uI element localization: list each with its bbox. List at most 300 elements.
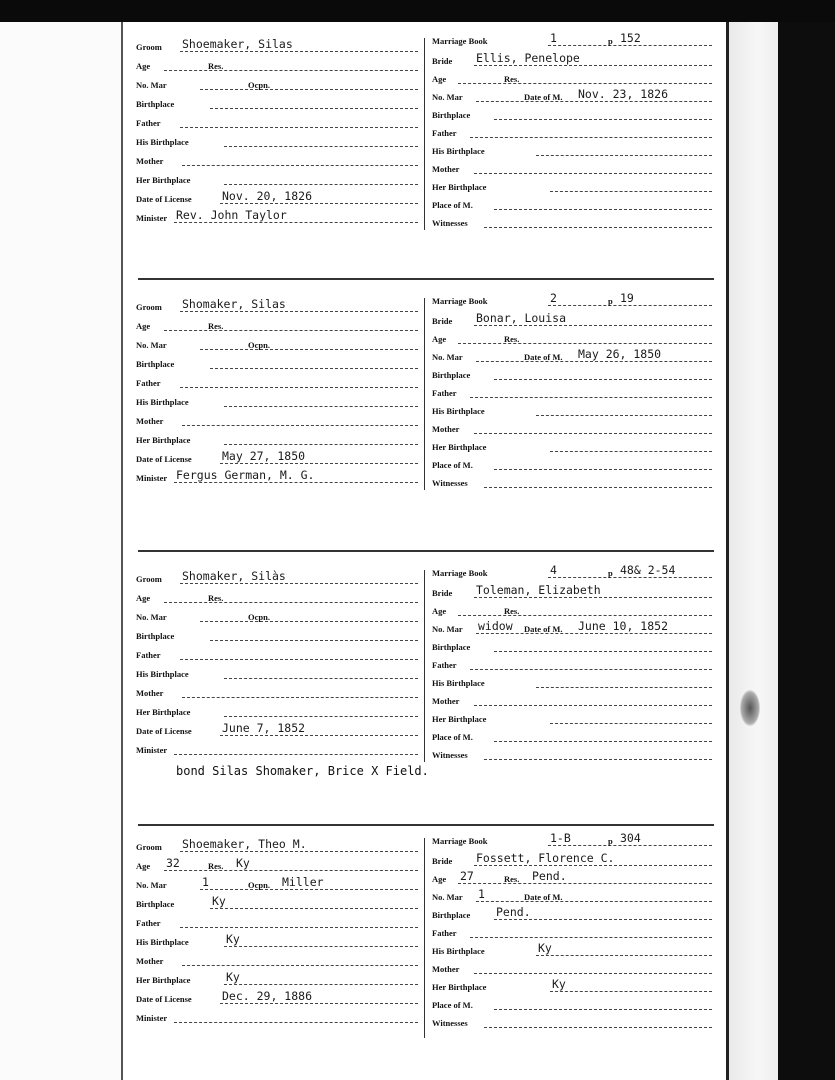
groom-field-line [180, 851, 418, 852]
witnesses-field [432, 1012, 712, 1030]
groom-res-label: Res. [208, 321, 224, 331]
bride-her-birthplace-field-value: Ky [552, 977, 566, 991]
bride-birthplace-field-label: Birthplace [432, 642, 471, 652]
bride-her-birthplace-field-label: Her Birthplace [432, 982, 487, 992]
bride-birthplace-field-label: Birthplace [432, 910, 471, 920]
groom-field-value: Shomaker, Silas [182, 297, 286, 311]
record-note: bond Silas Shomaker, Brice X Field. [176, 764, 429, 778]
groom-father-field-line [180, 659, 418, 660]
bride-no-mar-field-line [476, 633, 712, 634]
place-of-m-field-line [494, 209, 712, 210]
groom-ocpn-label: Ocpn. [248, 340, 270, 350]
date-of-license-field-label: Date of License [136, 454, 192, 464]
bride-birthplace-field-line [494, 651, 712, 652]
place-of-m-field-label: Place of M. [432, 200, 473, 210]
bride-mother-field-line [474, 973, 712, 974]
bride-field-value: Bonar, Louisa [476, 311, 567, 325]
marriage-book-field [432, 290, 712, 308]
groom-her-birthplace-field-value: Ky [226, 970, 240, 984]
groom-ocpn-value: Miller [282, 875, 324, 889]
groom-age-field [136, 315, 418, 333]
bride-mother-field [432, 690, 712, 708]
groom-age-field-line [164, 70, 418, 71]
groom-birthplace-field-value: Ky [212, 894, 226, 908]
marriage-book-field-value: 2 [550, 291, 557, 305]
groom-father-field [136, 372, 418, 390]
bride-age-field [432, 68, 712, 86]
bride-no-mar-field-line [476, 901, 712, 902]
minister-field [136, 1007, 418, 1025]
bride-mother-field-line [474, 705, 712, 706]
groom-her-birthplace-field [136, 701, 418, 719]
bride-res-label: Res. [504, 874, 520, 884]
page-ref-label: p [608, 568, 613, 578]
place-of-m-field-label: Place of M. [432, 460, 473, 470]
groom-no-mar-field-label: No. Mar [136, 80, 167, 90]
date-of-license-field [136, 720, 418, 738]
marriage-book-field [432, 830, 712, 848]
groom-her-birthplace-field-line [224, 984, 418, 985]
groom-her-birthplace-field-label: Her Birthplace [136, 435, 191, 445]
groom-his-birthplace-field-label: His Birthplace [136, 937, 189, 947]
witnesses-field-label: Witnesses [432, 1018, 468, 1028]
groom-field-line [180, 311, 418, 312]
witnesses-field [432, 212, 712, 230]
groom-age-field-label: Age [136, 61, 151, 71]
bride-father-field-line [470, 397, 712, 398]
groom-no-mar-field [136, 606, 418, 624]
witnesses-field [432, 744, 712, 762]
scan-left-margin [0, 22, 122, 1080]
bride-birthplace-field-line [494, 919, 712, 920]
bride-no-mar-field-value: widow [478, 619, 513, 633]
scan-top-border [0, 0, 835, 22]
groom-field-line [180, 583, 418, 584]
marriage-book-field-line [548, 845, 712, 846]
bride-field [432, 850, 712, 868]
groom-his-birthplace-field-line [224, 406, 418, 407]
page-left-edge [121, 22, 123, 1080]
date-of-m-label: Date of M. [524, 624, 563, 634]
groom-his-birthplace-field-label: His Birthplace [136, 669, 189, 679]
date-of-license-field-value: June 7, 1852 [222, 721, 306, 735]
groom-her-birthplace-field-label: Her Birthplace [136, 707, 191, 717]
bride-his-birthplace-field-line [536, 415, 712, 416]
bride-res-label: Res. [504, 74, 520, 84]
groom-res-label: Res. [208, 593, 224, 603]
bride-field [432, 310, 712, 328]
place-of-m-field-label: Place of M. [432, 732, 473, 742]
place-of-m-field-label: Place of M. [432, 1000, 473, 1010]
page-ref-value: 19 [620, 291, 634, 305]
date-of-license-field-label: Date of License [136, 726, 192, 736]
groom-field-value: Shoemaker, Silas [182, 37, 293, 51]
date-of-license-field-line [220, 203, 418, 204]
bride-field [432, 582, 712, 600]
groom-birthplace-field-label: Birthplace [136, 99, 175, 109]
groom-mother-field-line [182, 965, 418, 966]
groom-her-birthplace-field-label: Her Birthplace [136, 175, 191, 185]
bride-his-birthplace-field-value: Ky [538, 941, 552, 955]
groom-mother-field-line [182, 425, 418, 426]
bride-res-label: Res. [504, 334, 520, 344]
groom-birthplace-field-label: Birthplace [136, 359, 175, 369]
groom-no-mar-field-label: No. Mar [136, 612, 167, 622]
place-of-m-field [432, 994, 712, 1012]
groom-mother-field-line [182, 697, 418, 698]
ink-smudge [740, 690, 760, 726]
groom-father-field [136, 912, 418, 930]
groom-no-mar-field-line [200, 89, 418, 90]
bride-age-field-label: Age [432, 334, 447, 344]
groom-birthplace-field [136, 353, 418, 371]
bride-father-field [432, 654, 712, 672]
bride-her-birthplace-field-label: Her Birthplace [432, 182, 487, 192]
groom-res-value: Ky [236, 856, 250, 870]
bride-age-field-line [458, 883, 712, 884]
groom-mother-field-label: Mother [136, 956, 164, 966]
bride-field [432, 50, 712, 68]
groom-father-field [136, 644, 418, 662]
minister-field-label: Minister [136, 1013, 168, 1023]
groom-field-value: Shomaker, Silàs [182, 569, 286, 583]
groom-age-field [136, 855, 418, 873]
bride-father-field-label: Father [432, 388, 457, 398]
page-ref-value: 304 [620, 831, 641, 845]
groom-age-field-label: Age [136, 861, 151, 871]
groom-age-field-line [164, 330, 418, 331]
groom-father-field [136, 112, 418, 130]
bride-age-field-label: Age [432, 606, 447, 616]
page-ref-label: p [608, 836, 613, 846]
bride-father-field-line [470, 669, 712, 670]
groom-age-field-line [164, 602, 418, 603]
bride-mother-field-line [474, 173, 712, 174]
bride-age-field-line [458, 615, 712, 616]
bride-his-birthplace-field [432, 672, 712, 690]
bride-her-birthplace-field [432, 176, 712, 194]
groom-mother-field-line [182, 165, 418, 166]
bride-birthplace-field [432, 104, 712, 122]
page-right-edge [726, 22, 729, 1080]
date-of-license-field-line [220, 735, 418, 736]
groom-res-label: Res. [208, 861, 224, 871]
bride-no-mar-field [432, 618, 712, 636]
groom-father-field-label: Father [136, 918, 161, 928]
groom-birthplace-field-line [210, 908, 418, 909]
bride-his-birthplace-field [432, 940, 712, 958]
groom-father-field-line [180, 387, 418, 388]
bride-field-label: Bride [432, 56, 453, 66]
bride-her-birthplace-field [432, 436, 712, 454]
groom-mother-field-label: Mother [136, 416, 164, 426]
groom-her-birthplace-field-line [224, 716, 418, 717]
bride-birthplace-field-line [494, 119, 712, 120]
groom-ocpn-label: Ocpn. [248, 880, 270, 890]
groom-his-birthplace-field [136, 131, 418, 149]
groom-his-birthplace-field-line [224, 678, 418, 679]
marriage-book-field [432, 562, 712, 580]
groom-mother-field-label: Mother [136, 156, 164, 166]
bride-her-birthplace-field-line [550, 723, 712, 724]
marriage-book-field [432, 30, 712, 48]
bride-field-value: Fossett, Florence C. [476, 851, 615, 865]
groom-no-mar-field [136, 74, 418, 92]
date-of-license-field-label: Date of License [136, 994, 192, 1004]
marriage-book-field-line [548, 305, 712, 306]
witnesses-field-line [484, 487, 712, 488]
groom-her-birthplace-field [136, 429, 418, 447]
date-of-m-label: Date of M. [524, 352, 563, 362]
bride-birthplace-field [432, 364, 712, 382]
groom-field-label: Groom [136, 574, 162, 584]
groom-field-label: Groom [136, 302, 162, 312]
groom-his-birthplace-field-line [224, 946, 418, 947]
marriage-book-field-value: 4 [550, 563, 557, 577]
place-of-m-field [432, 194, 712, 212]
groom-mother-field [136, 682, 418, 700]
date-of-license-field [136, 448, 418, 466]
groom-his-birthplace-field [136, 931, 418, 949]
date-of-m-value: May 26, 1850 [578, 347, 662, 361]
bride-field-line [474, 865, 712, 866]
bride-his-birthplace-field-line [536, 155, 712, 156]
bride-his-birthplace-field-label: His Birthplace [432, 946, 485, 956]
bride-mother-field-label: Mother [432, 964, 460, 974]
groom-birthplace-field-label: Birthplace [136, 631, 175, 641]
groom-birthplace-field-line [210, 108, 418, 109]
witnesses-field-label: Witnesses [432, 478, 468, 488]
groom-field-label: Groom [136, 42, 162, 52]
bride-birthplace-field [432, 904, 712, 922]
groom-no-mar-field [136, 874, 418, 892]
bride-her-birthplace-field [432, 708, 712, 726]
page-ref-label: p [608, 296, 613, 306]
groom-his-birthplace-field-label: His Birthplace [136, 137, 189, 147]
bride-his-birthplace-field-line [536, 955, 712, 956]
groom-mother-field [136, 410, 418, 428]
groom-father-field-label: Father [136, 378, 161, 388]
minister-field-label: Minister [136, 745, 168, 755]
bride-birthplace-field [432, 636, 712, 654]
place-of-m-field-line [494, 741, 712, 742]
bride-age-field-line [458, 343, 712, 344]
groom-father-field-line [180, 927, 418, 928]
groom-age-field-value: 32 [166, 856, 180, 870]
bride-field-label: Bride [432, 588, 453, 598]
groom-field [136, 296, 418, 314]
marriage-book-field-line [548, 577, 712, 578]
groom-her-birthplace-field [136, 969, 418, 987]
place-of-m-field [432, 726, 712, 744]
bride-mother-field [432, 158, 712, 176]
groom-father-field-label: Father [136, 118, 161, 128]
groom-field-value: Shoemaker, Theo M. [182, 837, 307, 851]
bride-birthplace-field-label: Birthplace [432, 370, 471, 380]
date-of-license-field-value: Nov. 20, 1826 [222, 189, 313, 203]
groom-age-field-label: Age [136, 321, 151, 331]
place-of-m-field-line [494, 469, 712, 470]
marriage-book-field-label: Marriage Book [432, 568, 488, 578]
groom-mother-field-label: Mother [136, 688, 164, 698]
bride-field-label: Bride [432, 856, 453, 866]
groom-no-mar-field-label: No. Mar [136, 880, 167, 890]
bride-res-label: Res. [504, 606, 520, 616]
witnesses-field-label: Witnesses [432, 750, 468, 760]
bride-her-birthplace-field-line [550, 451, 712, 452]
bride-father-field [432, 122, 712, 140]
groom-her-birthplace-field-label: Her Birthplace [136, 975, 191, 985]
bride-age-field [432, 868, 712, 886]
bride-his-birthplace-field-label: His Birthplace [432, 146, 485, 156]
date-of-license-field-value: May 27, 1850 [222, 449, 306, 463]
bride-age-field [432, 328, 712, 346]
page-ref-value: 48& 2-54 [620, 563, 676, 577]
date-of-license-field-line [220, 463, 418, 464]
minister-field [136, 207, 418, 225]
bride-no-mar-field [432, 886, 712, 904]
place-of-m-field [432, 454, 712, 472]
groom-age-field [136, 587, 418, 605]
column-separator [424, 298, 425, 490]
record-divider [138, 550, 714, 552]
bride-her-birthplace-field-label: Her Birthplace [432, 714, 487, 724]
date-of-license-field [136, 988, 418, 1006]
bride-no-mar-field [432, 86, 712, 104]
groom-res-label: Res. [208, 61, 224, 71]
marriage-book-field-line [548, 45, 712, 46]
bride-no-mar-field-line [476, 101, 712, 102]
bride-age-field-label: Age [432, 74, 447, 84]
minister-field-line [174, 1022, 418, 1023]
record-divider [138, 824, 714, 826]
groom-his-birthplace-field-value: Ky [226, 932, 240, 946]
bride-no-mar-field-label: No. Mar [432, 892, 463, 902]
minister-field [136, 739, 418, 757]
groom-no-mar-field-label: No. Mar [136, 340, 167, 350]
bride-age-field-line [458, 83, 712, 84]
bride-his-birthplace-field [432, 400, 712, 418]
groom-her-birthplace-field-line [224, 184, 418, 185]
date-of-m-label: Date of M. [524, 92, 563, 102]
bride-birthplace-field-value: Pend. [496, 905, 531, 919]
date-of-license-field [136, 188, 418, 206]
groom-age-field-label: Age [136, 593, 151, 603]
groom-birthplace-field [136, 625, 418, 643]
bride-mother-field [432, 958, 712, 976]
bride-birthplace-field-label: Birthplace [432, 110, 471, 120]
minister-field [136, 467, 418, 485]
groom-no-mar-field [136, 334, 418, 352]
minister-field-value: Rev. John Taylor [176, 208, 287, 222]
marriage-book-field-label: Marriage Book [432, 36, 488, 46]
minister-field-label: Minister [136, 473, 168, 483]
bride-age-field [432, 600, 712, 618]
groom-her-birthplace-field [136, 169, 418, 187]
witnesses-field [432, 472, 712, 490]
place-of-m-field-line [494, 1009, 712, 1010]
bride-his-birthplace-field [432, 140, 712, 158]
page-ref-value: 152 [620, 31, 641, 45]
groom-ocpn-label: Ocpn. [248, 612, 270, 622]
bride-mother-field-label: Mother [432, 424, 460, 434]
bride-father-field-line [470, 137, 712, 138]
bride-no-mar-field [432, 346, 712, 364]
bride-her-birthplace-field-line [550, 191, 712, 192]
groom-no-mar-field-line [200, 349, 418, 350]
groom-birthplace-field-line [210, 368, 418, 369]
bride-no-mar-field-label: No. Mar [432, 92, 463, 102]
bride-his-birthplace-field-line [536, 687, 712, 688]
witnesses-field-line [484, 227, 712, 228]
minister-field-label: Minister [136, 213, 168, 223]
bride-her-birthplace-field [432, 976, 712, 994]
groom-age-field [136, 55, 418, 73]
page-ref-label: p [608, 36, 613, 46]
minister-field-value: Fergus German, M. G. [176, 468, 315, 482]
witnesses-field-label: Witnesses [432, 218, 468, 228]
groom-father-field-line [180, 127, 418, 128]
record-divider [138, 278, 714, 280]
groom-mother-field [136, 950, 418, 968]
bride-her-birthplace-field-label: Her Birthplace [432, 442, 487, 452]
bride-birthplace-field-line [494, 379, 712, 380]
groom-ocpn-label: Ocpn. [248, 80, 270, 90]
groom-birthplace-field-line [210, 640, 418, 641]
bride-his-birthplace-field-label: His Birthplace [432, 406, 485, 416]
bride-father-field [432, 382, 712, 400]
bride-no-mar-field-line [476, 361, 712, 362]
bride-mother-field-line [474, 433, 712, 434]
groom-her-birthplace-field-line [224, 444, 418, 445]
bride-father-field-label: Father [432, 660, 457, 670]
groom-field [136, 36, 418, 54]
bride-father-field-label: Father [432, 928, 457, 938]
bride-father-field-line [470, 937, 712, 938]
date-of-license-field-label: Date of License [136, 194, 192, 204]
groom-mother-field [136, 150, 418, 168]
bride-father-field-label: Father [432, 128, 457, 138]
groom-age-field-line [164, 870, 418, 871]
bride-age-field-label: Age [432, 874, 447, 884]
minister-field-line [174, 222, 418, 223]
groom-no-mar-field-value: 1 [202, 875, 209, 889]
bride-mother-field-label: Mother [432, 164, 460, 174]
bride-mother-field-label: Mother [432, 696, 460, 706]
date-of-m-value: June 10, 1852 [578, 619, 669, 633]
groom-his-birthplace-field-line [224, 146, 418, 147]
bride-her-birthplace-field-line [550, 991, 712, 992]
groom-no-mar-field-line [200, 889, 418, 890]
marriage-book-field-label: Marriage Book [432, 296, 488, 306]
bride-his-birthplace-field-label: His Birthplace [432, 678, 485, 688]
scan-right-border [778, 22, 835, 1080]
bride-res-value: Pend. [532, 869, 567, 883]
groom-birthplace-field [136, 893, 418, 911]
date-of-license-field-value: Dec. 29, 1886 [222, 989, 313, 1003]
bride-father-field [432, 922, 712, 940]
groom-birthplace-field [136, 93, 418, 111]
minister-field-line [174, 754, 418, 755]
groom-his-birthplace-field [136, 391, 418, 409]
bride-field-value: Toleman, Elizabeth [476, 583, 601, 597]
bride-age-field-value: 27 [460, 869, 474, 883]
groom-no-mar-field-line [200, 621, 418, 622]
bride-field-label: Bride [432, 316, 453, 326]
marriage-book-field-value: 1 [550, 31, 557, 45]
witnesses-field-line [484, 1027, 712, 1028]
groom-field [136, 568, 418, 586]
